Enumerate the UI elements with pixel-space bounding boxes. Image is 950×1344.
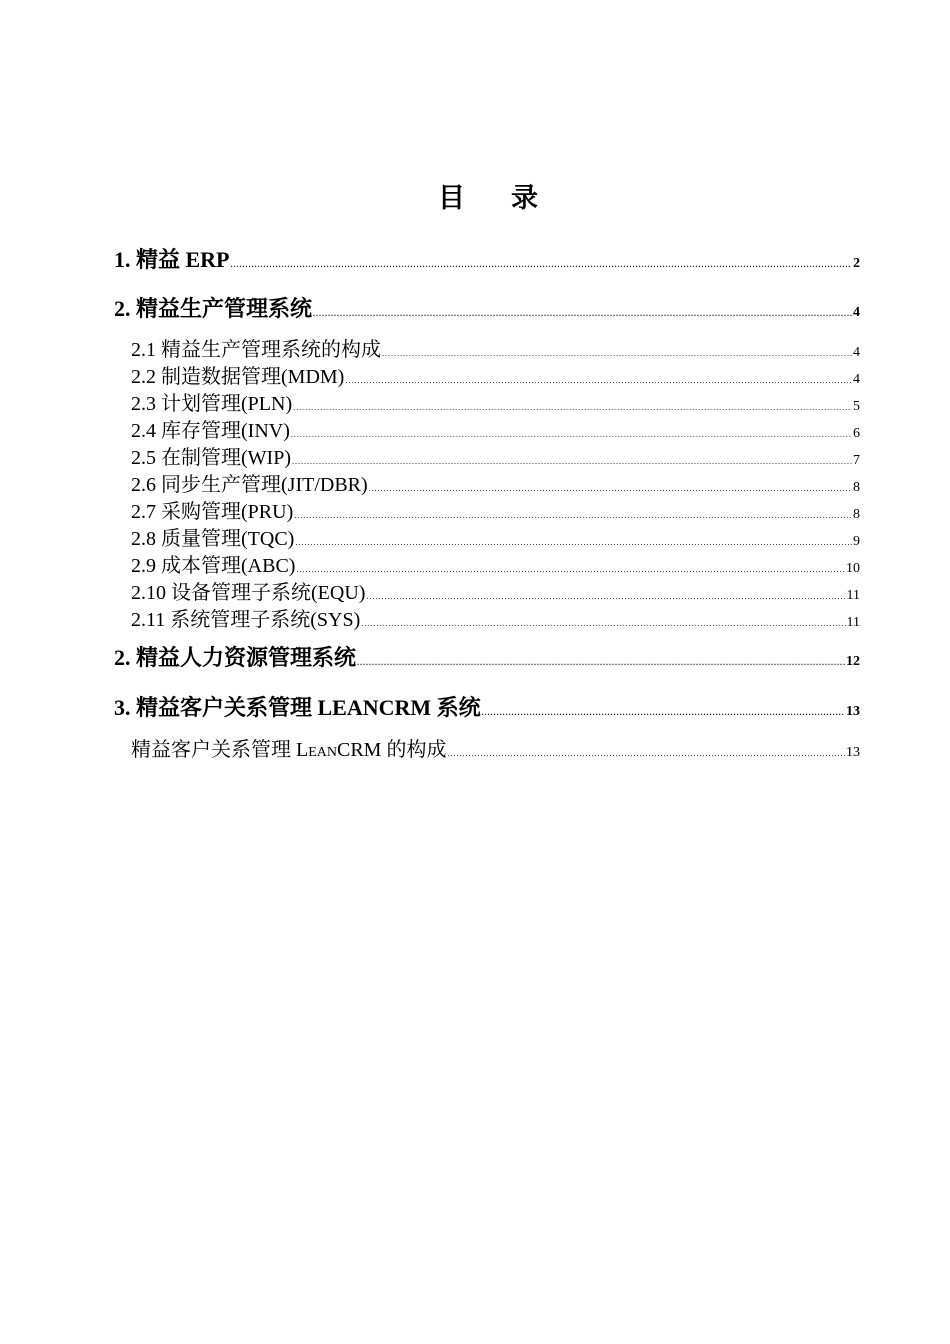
toc-leader-dots (313, 310, 852, 318)
toc-entry-label: 2.6 同步生产管理(JIT/DBR) (131, 474, 368, 496)
toc-label-suffix: CRM 的构成 (337, 739, 447, 761)
toc-entry-label: 2.2 制造数据管理(MDM) (131, 366, 345, 388)
toc-leader-dots (293, 404, 852, 412)
toc-entry-2-6[interactable] (131, 468, 860, 497)
toc-entry-crm-structure[interactable] (131, 733, 860, 762)
toc-entry-label: 2. 精益生产管理系统 (114, 296, 313, 321)
toc-leader-dots (482, 709, 845, 717)
toc-entry-label: 2.7 采购管理(PRU) (131, 501, 294, 523)
toc-leader-dots (447, 750, 845, 758)
toc-leader-dots (345, 377, 852, 385)
toc-page-number: 12 (846, 654, 860, 669)
toc-entry-label: 1. 精益 ERP (114, 247, 230, 272)
toc-page-number: 13 (846, 704, 860, 719)
toc-title-char-1: 目 (438, 183, 465, 214)
toc-page-number: 13 (846, 745, 860, 760)
toc-entry-2-8[interactable] (131, 522, 860, 551)
toc-entry-label: 2.10 设备管理子系统(EQU) (131, 582, 366, 604)
toc-leader-dots (296, 566, 845, 574)
toc-leader-dots (292, 458, 852, 466)
toc-entry-2-4[interactable] (131, 414, 860, 443)
toc-page-number: 4 (853, 372, 860, 387)
toc-page-number: 8 (853, 480, 860, 495)
toc-title-char-2: 录 (511, 183, 538, 214)
toc-page-number: 11 (846, 588, 860, 603)
toc-entry-2-9[interactable] (131, 549, 860, 578)
toc-entry-2-3[interactable] (131, 387, 860, 416)
toc-leader-dots (369, 485, 852, 493)
toc-entry-2-7[interactable] (131, 495, 860, 524)
toc-entry-erp[interactable] (114, 243, 860, 274)
toc-page-number: 4 (853, 345, 860, 360)
toc-leader-dots (294, 512, 852, 520)
toc-entry-2-5[interactable] (131, 441, 860, 470)
toc-page-number: 7 (853, 453, 860, 468)
toc-entry-label: 3. 精益客户关系管理 LEANCRM 系统 (114, 695, 481, 720)
toc-label-prefix: 精益客户关系管理 L (131, 739, 309, 761)
toc-entry-label: 2.5 在制管理(WIP) (131, 447, 291, 469)
toc-entry-2-1[interactable] (131, 333, 860, 362)
toc-label-smallcaps: ean (308, 739, 337, 761)
toc-entry-lean-hr[interactable] (114, 641, 860, 672)
toc-leader-dots (382, 350, 852, 358)
toc-entry-label: 2.8 质量管理(TQC) (131, 528, 295, 550)
toc-page-number: 9 (853, 534, 860, 549)
toc-entry-label: 2.9 成本管理(ABC) (131, 555, 296, 577)
toc-entry-label: 2.4 库存管理(INV) (131, 420, 290, 442)
toc-entry-2-2[interactable] (131, 360, 860, 389)
toc-entry-label (131, 733, 446, 762)
toc-entry-lean-crm[interactable] (114, 691, 860, 722)
toc-page-number: 6 (853, 426, 860, 441)
toc-entry-label: 2.3 计划管理(PLN) (131, 393, 293, 415)
toc-leader-dots (366, 593, 845, 601)
toc-title (0, 176, 950, 215)
toc-entry-label: 2.1 精益生产管理系统的构成 (131, 339, 381, 361)
toc-page-number: 8 (853, 507, 860, 522)
toc-leader-dots (361, 620, 845, 628)
toc-page-number: 10 (846, 561, 860, 576)
toc-leader-dots (231, 261, 852, 269)
toc-entry-label: 2. 精益人力资源管理系统 (114, 645, 357, 670)
toc-entry-label: 2.11 系统管理子系统(SYS) (131, 609, 361, 631)
toc-entry-2-11[interactable] (131, 603, 860, 632)
toc-page-number: 2 (853, 256, 860, 271)
toc-entry-2-10[interactable] (131, 576, 860, 605)
toc-leader-dots (291, 431, 852, 439)
toc-page-number: 5 (853, 399, 860, 414)
toc-entry-lean-production[interactable] (114, 292, 860, 323)
toc-page-number: 4 (853, 305, 860, 320)
toc-page-number: 11 (846, 615, 860, 630)
toc-leader-dots (295, 539, 852, 547)
toc-leader-dots (357, 659, 845, 667)
